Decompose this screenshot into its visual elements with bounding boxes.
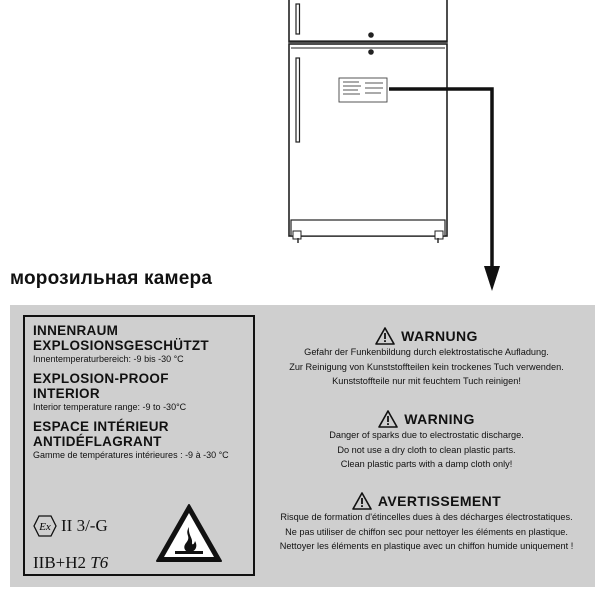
de-title-2: EXPLOSIONSGESCHÜTZT [33,338,209,353]
upper-door-handle [296,4,300,34]
fr-range: Gamme de températures intérieures : -9 à -30 °C [33,450,229,460]
gas-group: IIB+H2 [33,553,87,572]
atex-class: II 3/-G [61,516,108,535]
temp-class: T6 [90,553,109,572]
freezer-kickplate [291,220,445,236]
warning-en-title: WARNING [404,411,475,427]
warning-fr-title: AVERTISSEMENT [377,493,502,509]
en-title-2: INTERIOR [33,386,100,401]
atex-hexagon-icon [33,515,57,537]
en-title-1: EXPLOSION-PROOF [33,371,169,386]
de-range: Innentemperaturbereich: -9 bis -30 °C [33,354,184,364]
en-range: Interior temperature range: -9 to -30°C [33,402,187,412]
warning-en-line-3: Clean plastic parts with a damp cloth only! [340,459,513,469]
warnings-column [258,305,595,587]
freezer-door [289,44,447,236]
warning-de-line-1: Gefahr der Funkenbildung durch elektrostatische Aufladung. [304,347,549,357]
warning-fr [258,492,595,554]
warning-triangle-icon [375,327,395,345]
freezer-lock [368,49,374,55]
explosion-proof-box [23,315,255,576]
warning-fr-line-3: Nettoyer les éléments en plastique avec un chiffon humide uniquement ! [279,541,574,551]
warning-fr-line-2: Ne pas utiliser de chiffon sec pour nettoyer les éléments en plastique. [285,526,568,537]
warning-en [258,410,595,472]
fr-title-1: ESPACE INTÉRIEUR [33,419,169,434]
gas-group-line [33,553,108,573]
warning-de-line-2: Zur Reinigung von Kunststoffteilen kein trockenes Tuch verwenden. [289,361,564,372]
freezer-door-handle [296,58,300,142]
freezer-caption: морозильная камера [10,268,213,289]
atex-symbol: Ex [39,521,51,533]
warning-en-line-1: Danger of sparks due to electrostatic discharge. [329,430,524,440]
de-title-1: INNENRAUM [33,323,119,338]
warning-fr-line-1: Risque de formation d'étincelles dues à des décharges électrostatiques. [280,512,573,522]
warning-de-line-3: Kunststoffteile nur mit feuchtem Tuch reinigen! [332,376,521,386]
warning-en-line-2: Do not use a dry cloth to clean plastic parts. [337,444,516,455]
flammable-triangle-icon [155,503,223,563]
warning-de [258,327,595,389]
safety-label-panel [10,305,595,587]
fridge-upper-door [289,0,447,42]
warning-triangle-icon [352,492,372,510]
warning-de-title: WARNUNG [401,328,478,344]
fr-title-2: ANTIDÉFLAGRANT [33,434,162,449]
upper-lock [368,32,374,38]
warning-triangle-icon [378,410,398,428]
atex-marking [33,515,108,537]
